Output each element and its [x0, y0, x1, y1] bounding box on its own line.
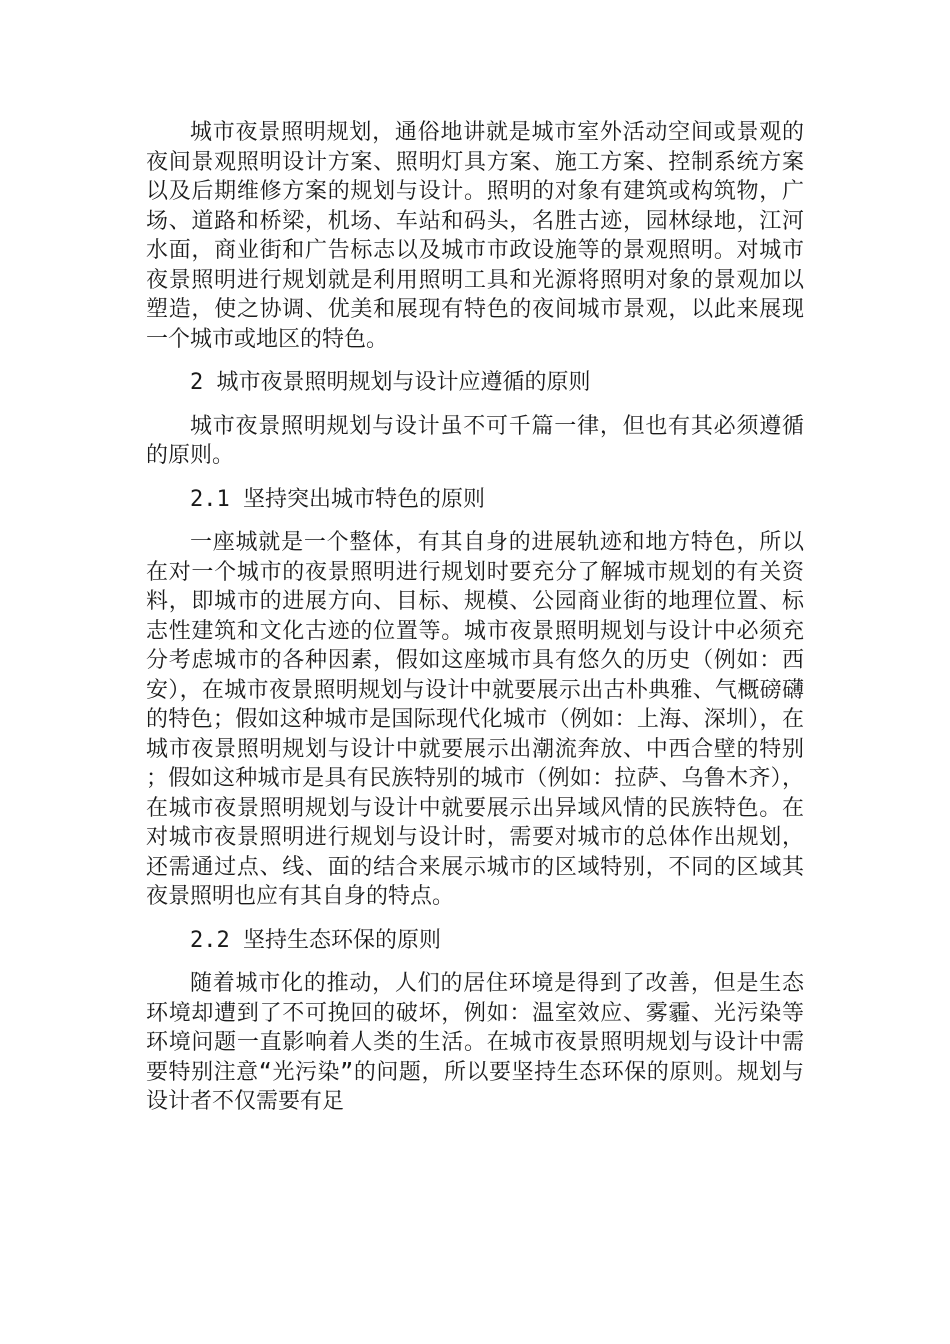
section-2-2-heading: 2.2 坚持生态环保的原则	[190, 927, 441, 953]
section-2-paragraph: 城市夜景照明规划与设计虽不可千篇一律，但也有其必须遵循的原则。	[146, 413, 804, 468]
section-2-1-paragraph: 一座城就是一个整体，有其自身的进展轨迹和地方特色，所以在对一个城市的夜景照明进行规划时要充分了解城市规划的有关资料，即城市的进展方向、目标、规模、公园商业街的地理位置、标志性建筑和文化古迹的位置等。城市夜景照明规划与设计中必须充分考虑城市的各种因素，假如这座城市具有悠久的历史（例如：西安），在城市夜景照明规划与设计中就要展示出古朴典雅、气概磅礴的特色；假如这种城市是国际现代化城市（例如：上海、深圳），在城市夜景照明规划与设计中就要展示出潮流奔放、中西合壁的特别；假如这种城市是具有民族特别的城市（例如：拉萨、乌鲁木齐），在城市夜景照明规划与设计中就要展示出异域风情的民族特色。在对城市夜景照明进行规划与设计时，需要对城市的总体作出规划，还需通过点、线、面的结合来展示城市的区域特别，不同的区域其夜景照明也应有其自身的特点。	[146, 530, 804, 909]
section-2-1-heading: 2.1 坚持突出城市特色的原则	[190, 486, 485, 512]
document-page	[146, 118, 804, 1131]
section-2-2-paragraph: 随着城市化的推动，人们的居住环境是得到了改善，但是生态环境却遭到了不可挽回的破坏，例如：温室效应、雾霾、光污染等环境问题一直影响着人类的生活。在城市夜景照明规划与设计中需要特别注意“光污染”的问题，所以要坚持生态环保的原则。规划与设计者不仅需要有足	[146, 971, 804, 1114]
intro-paragraph: 城市夜景照明规划，通俗地讲就是城市室外活动空间或景观的夜间景观照明设计方案、照明灯具方案、施工方案、控制系统方案以及后期维修方案的规划与设计。照明的对象有建筑或构筑物，广场、道路和桥梁，机场、车站和码头，名胜古迹，园林绿地，江河水面，商业街和广告标志以及城市市政设施等的景观照明。对城市夜景照明进行规划就是利用照明工具和光源将照明对象的景观加以塑造，使之协调、优美和展现有特色的夜间城市景观，以此来展现一个城市或地区的特色。	[146, 120, 804, 352]
section-2-heading: 2 城市夜景照明规划与设计应遵循的原则	[190, 370, 591, 395]
